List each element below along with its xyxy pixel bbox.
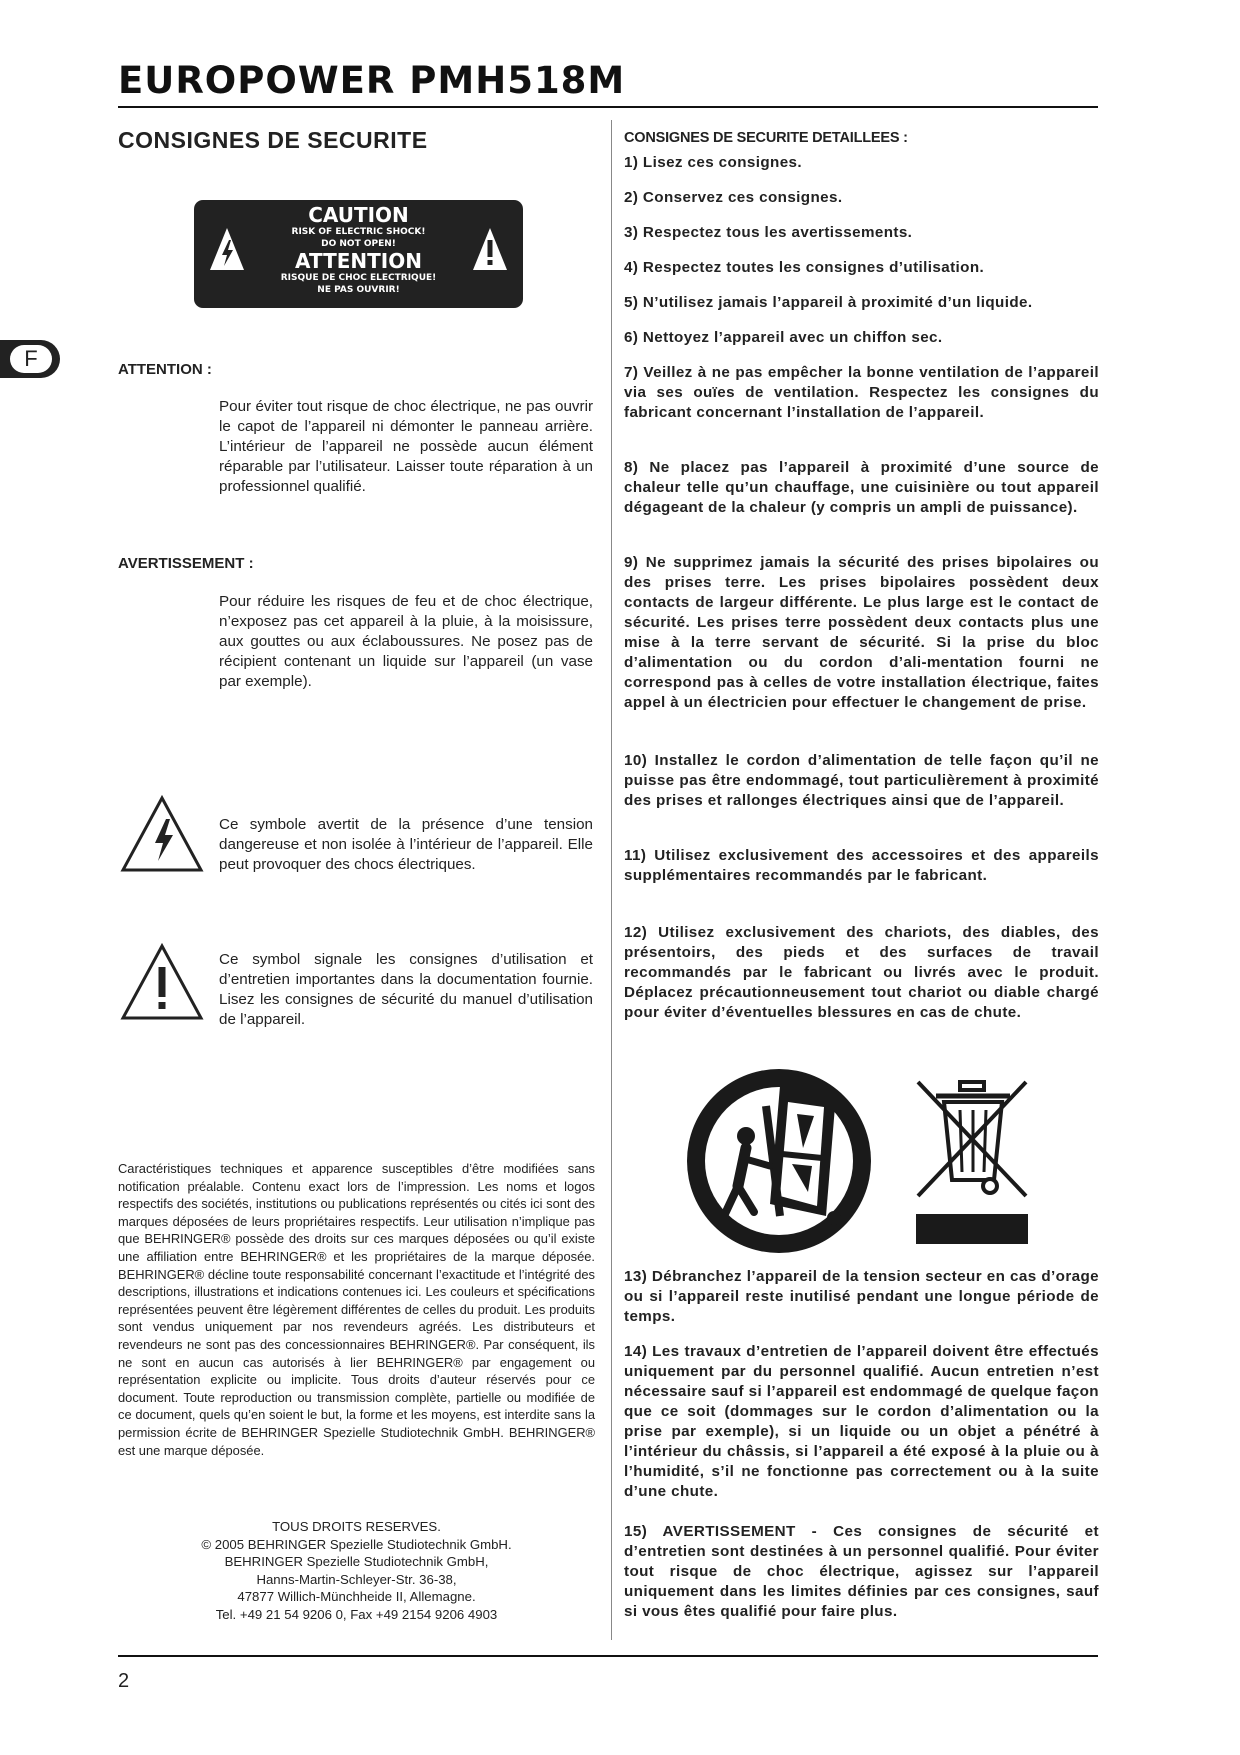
warning-text: Pour réduire les risques de feu et de choc électrique, n’exposez pas cet appareil à la pluie, à la moisissure, aux gouttes ou aux éclaboussures. Ne posez pas de récipient contenant un liquide sur l’appareil (un vase par exemple).: [219, 593, 593, 690]
caution-line-2: RISK OF ELECTRIC SHOCK!: [291, 227, 426, 237]
symbol-lightning-text: Ce symbole avertit de la présence d’une tension dangereuse et non isolée à l’intérieur de l’appareil. Elle peut provoquer des chocs électriques.: [219, 816, 593, 873]
instruction-item: 14) Les travaux d’entretien de l’appareil doivent être effectués uniquement par du personnel qualifié. Aucun entretien n’est nécessaire sauf si l’appareil est endommagé de quelque façon que ce soit (dommages sur le cordon d’alimentation ou la prise par exemple), si un liquide ou un objet a pénétré à l’intérieur du châssis, si l’appareil a été exposé à la pluie ou à l’humidité, s’il ne fonctionne pas correctement ou à la suite d’une chute.: [624, 1343, 1099, 1500]
copyright-line: © 2005 BEHRINGER Spezielle Studiotechnik GmbH.: [201, 1536, 512, 1552]
exclamation-triangle-icon: [120, 943, 204, 1021]
copyright-block: [118, 1518, 595, 1624]
lightning-triangle-icon: [120, 795, 204, 873]
instruction-item: 12) Utilisez exclusivement des chariots, des diables, des présentoirs, des pieds et des surfaces de travail recommandés par le fabricant ou livrés avec le produit. Déplacez précautionneusement tout chariot ou diable chargé pour éviter d’éventuelles blessures en cas de chute.: [624, 924, 1099, 1021]
detailed-instructions-title: CONSIGNES DE SECURITE DETAILLEES :: [624, 130, 908, 146]
caution-heading: CAUTION: [308, 203, 409, 227]
header-rule: [118, 106, 1098, 108]
instruction-item: 8) Ne placez pas l’appareil à proximité d’une source de chaleur telle qu’un chauffage, une cuisinière ou tout appareil dégageant de la chaleur (y compris un ampli de puissance).: [624, 459, 1099, 516]
legal-notice: Caractéristiques techniques et apparence susceptibles d’être modifiées sans notification préalable. Contenu exact lors de l’impression. Les noms et logos respectifs des sociétés, institutions ou publications représentés ou cités ici sont des marques déposées de leurs propriétaires respectifs. Leur utilisation n’implique pas que BEHRINGER® possède des droits sur ces marques déposées ou qu’il existe une affiliation entre BEHRINGER® et les propriétaires de la marque déposée. BEHRINGER® décline toute responsabilité concernant l’exactitude et l’intégrité des descriptions, illustrations et indications contenues ici. Les couleurs et spécifications représentées peuvent être légèrement différentes de celles du produit. Les produits sont vendus uniquement par nos revendeurs agréés. Les distributeurs et revendeurs ne sont pas des concessionnaires BEHRINGER®. Par conséquent, ils ne sont en aucun cas autorisés à lier BEHRINGER® par engagement ou représentation explicite ou implicite. Tous droits d’auteur réservés pour ce document. Toute reproduction ou transmission complète, partielle ou modifiée de ce document, quels qu’en soient le but, la forme et les moyens, est interdite sans la permission écrite de BEHRINGER Spezielle Studiotechnik GmbH. BEHRINGER® est une marque déposée.: [118, 1161, 595, 1458]
instruction-item: 13) Débranchez l’appareil de la tension secteur en cas d’orage ou si l’appareil reste inutilisé pendant une longue période de temps.: [624, 1268, 1099, 1325]
caution-label: [194, 200, 523, 308]
document-title: EUROPOWER PMH518M: [118, 59, 626, 102]
footer-rule: [118, 1655, 1098, 1657]
instruction-item: 11) Utilisez exclusivement des accessoires et des appareils supplémentaires recommandés par le fabricant.: [624, 847, 1099, 884]
language-tab: [0, 340, 60, 378]
instruction-item: 1) Lisez ces consignes.: [624, 154, 803, 171]
copyright-line: Hanns-Martin-Schleyer-Str. 36-38,: [256, 1571, 457, 1587]
copyright-line: Tel. +49 21 54 9206 0, Fax +49 2154 9206 4903: [215, 1606, 498, 1622]
caution-line-5: RISQUE DE CHOC ELECTRIQUE!: [280, 273, 437, 283]
instruction-item: 6) Nettoyez l’appareil avec un chiffon sec.: [624, 329, 943, 346]
instruction-item: 4) Respectez toutes les consignes d’utilisation.: [624, 259, 985, 276]
exclamation-icon: [471, 226, 509, 272]
instruction-item: 15) AVERTISSEMENT - Ces consignes de sécurité et d’entretien sont destinées à un personnel qualifié. Pour éviter tout risque de choc électrique, agissez sur l’appareil uniquement dans les limites définies par ces consignes, sauf si vous êtes qualifié pour faire plus.: [624, 1523, 1099, 1620]
language-tab-label: F: [10, 345, 52, 373]
copyright-line: 47877 Willich-Münchheide II, Allemagne.: [237, 1589, 476, 1605]
caution-line-3: DO NOT OPEN!: [321, 239, 396, 249]
weee-bin-icon: [914, 1076, 1032, 1248]
page-number: 2: [118, 1670, 130, 1692]
no-cart-tipping-icon: [684, 1066, 874, 1256]
instruction-item: 9) Ne supprimez jamais la sécurité des prises bipolaires ou des prises terre. Les prises bipolaires possèdent deux contacts de largeur différente. Le plus large est le contact de sécurité. Les prises terre possèdent deux contacts plus une mise à la terre servant de sécurité. Si la prise du bloc d’alimentation ou du cordon d’ali-mentation fourni ne correspond pas à celles de votre installation électrique, faites appel à un électricien pour effectuer le changement de prise.: [624, 554, 1099, 711]
instruction-item: 7) Veillez à ne pas empêcher la bonne ventilation de l’appareil via ses ouïes de ventilation. Respectez les consignes du fabricant concernant l’installation de l’appareil.: [624, 364, 1099, 421]
attention-label: ATTENTION :: [118, 361, 212, 378]
attention-text: Pour éviter tout risque de choc électrique, ne pas ouvrir le capot de l’appareil ni démonter le panneau arrière. L’intérieur de l’appareil ne possède aucun élément réparable par l’utilisateur. Laisser toute réparation à un professionnel qualifié.: [219, 398, 593, 495]
instruction-item: 10) Installez le cordon d’alimentation de telle façon qu’il ne puisse pas être endommagé, tout particulièrement à proximité des prises et rallonges électriques ainsi que de l’appareil.: [624, 752, 1099, 809]
column-divider: [611, 120, 612, 1640]
copyright-line: TOUS DROITS RESERVES.: [272, 1519, 441, 1534]
electric-shock-icon: [208, 226, 246, 272]
instruction-item: 2) Conservez ces consignes.: [624, 189, 843, 206]
symbol-exclamation-text: Ce symbol signale les consignes d’utilisation et d’entretien importantes dans la documentation fournie. Lisez les consignes de sécurité du manuel d’utilisation de l’appareil.: [219, 951, 593, 1028]
instruction-item: 3) Respectez tous les avertissements.: [624, 224, 913, 241]
instruction-item: 5) N’utilisez jamais l’appareil à proximité d’un liquide.: [624, 294, 1033, 311]
caution-line-6: NE PAS OUVRIR!: [317, 285, 400, 295]
attention-heading: ATTENTION: [295, 249, 422, 273]
copyright-line: BEHRINGER Spezielle Studiotechnik GmbH,: [224, 1554, 489, 1570]
warning-label: AVERTISSEMENT :: [118, 555, 254, 572]
section-title: CONSIGNES DE SECURITE: [118, 127, 428, 153]
